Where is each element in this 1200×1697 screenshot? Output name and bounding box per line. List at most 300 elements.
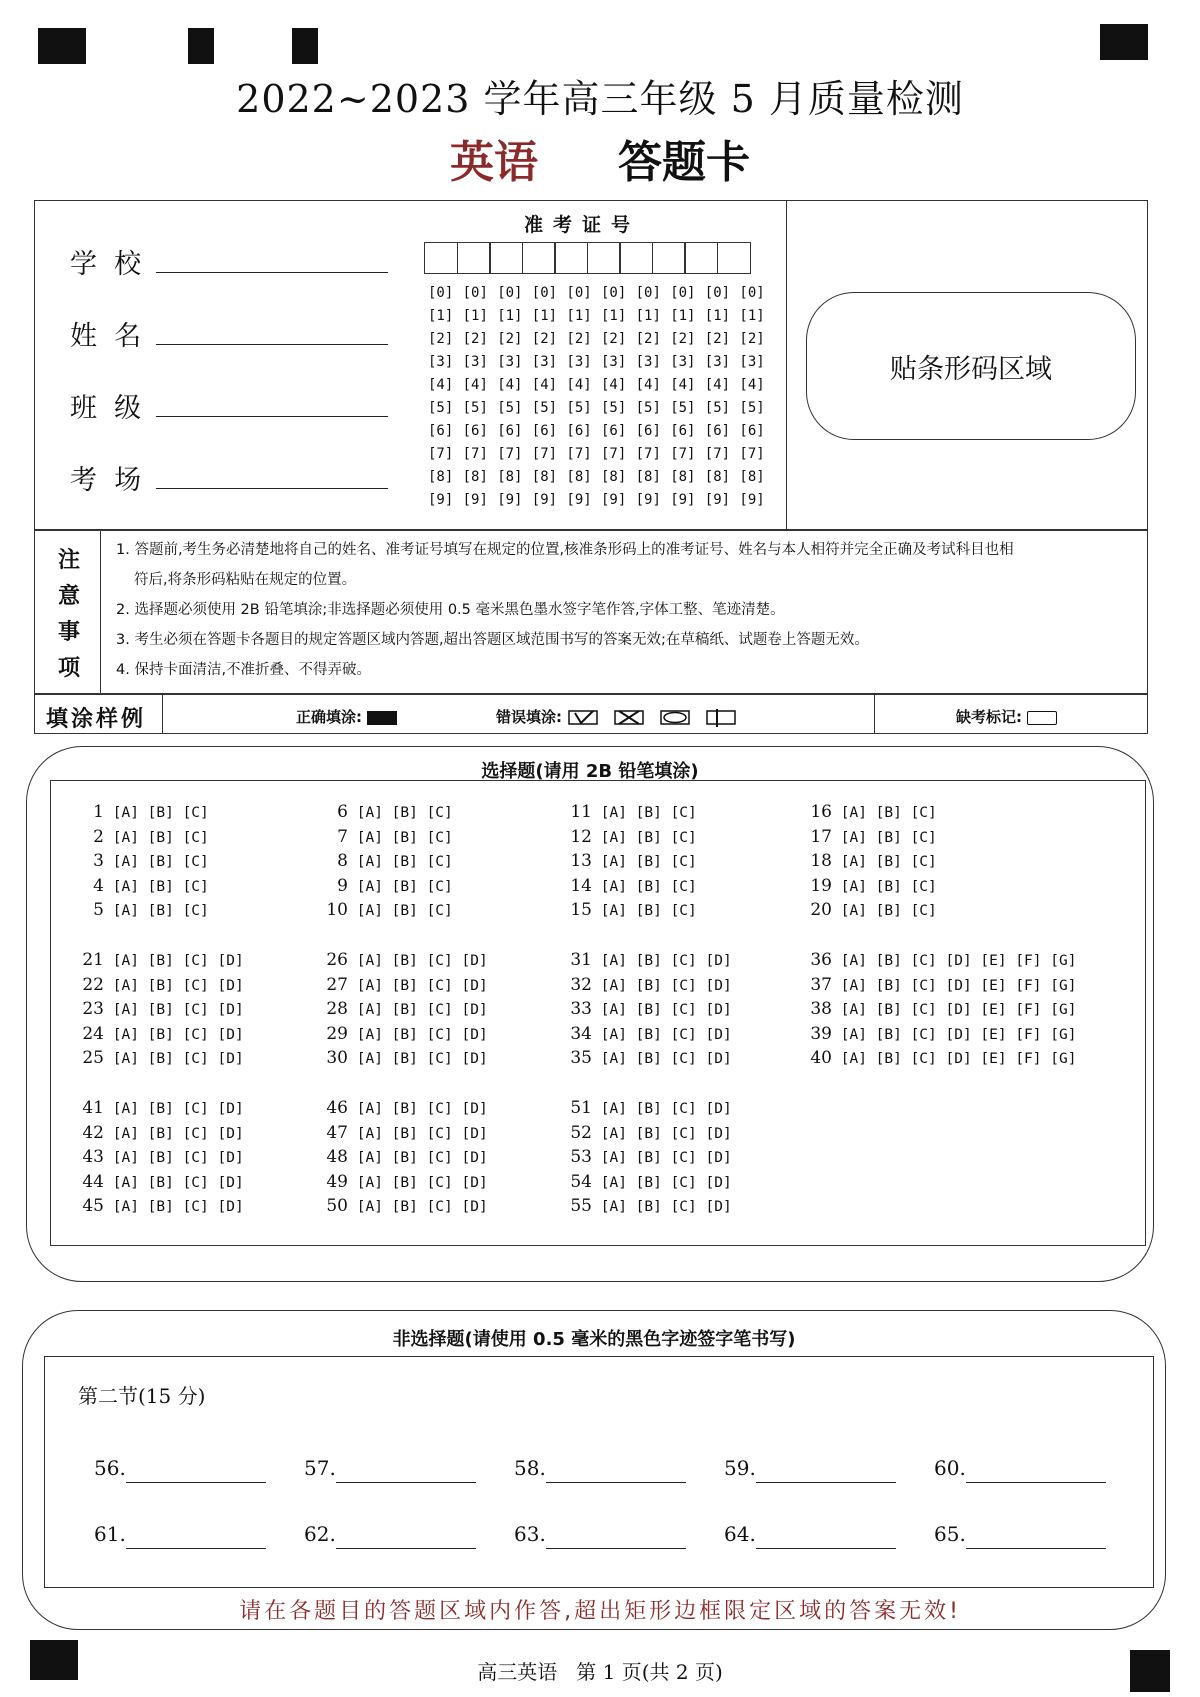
digit-bubble[interactable]: [7] — [566, 446, 592, 462]
digit-bubble[interactable]: [6] — [462, 423, 488, 439]
digit-bubble[interactable]: [0] — [635, 285, 661, 301]
option-bubbles[interactable]: [A] [B] [C] — [832, 805, 937, 821]
digit-bubble[interactable]: [7] — [670, 446, 696, 462]
digit-bubble[interactable]: [9] — [704, 492, 731, 508]
choice-question[interactable] — [566, 1145, 732, 1169]
question-number: 17 — [810, 826, 832, 847]
digit-bubble[interactable]: [6] — [670, 423, 696, 439]
choice-question[interactable] — [806, 800, 937, 824]
notice-item: 3. 考生必须在答题卡各题目的规定答题区域内答题,超出答题区域范围书写的答案无效;在草稿纸、试题卷上答题无效。 — [116, 632, 869, 648]
digit-bubble[interactable]: [3] — [566, 354, 592, 370]
question-number: 5 — [93, 900, 104, 920]
choice-question[interactable] — [78, 825, 209, 849]
fill-in-number: 64. — [724, 1522, 756, 1546]
sample-divider — [162, 694, 163, 734]
choice-question[interactable] — [806, 874, 937, 898]
option-bubbles[interactable]: [A] [B] [C] — [104, 854, 209, 870]
digit-bubble[interactable]: [6] — [739, 423, 765, 439]
option-bubbles[interactable]: [A] [B] [C] — [592, 903, 697, 919]
choice-question[interactable] — [566, 1022, 732, 1046]
choice-question[interactable] — [78, 1096, 244, 1120]
exam-room-field[interactable] — [156, 488, 388, 489]
digit-bubble[interactable]: [9] — [601, 492, 627, 508]
question-number: 36 — [810, 950, 832, 970]
option-bubbles[interactable]: [A] [B] [C] — [348, 829, 453, 846]
option-bubbles[interactable]: [A] [B] [C] [D] — [592, 1051, 732, 1067]
option-bubbles[interactable]: [A] [B] [C] [D] — [592, 1174, 732, 1191]
digit-bubble[interactable]: [0] — [704, 285, 731, 301]
choice-question[interactable] — [78, 800, 209, 824]
digit-bubble[interactable]: [8] — [497, 469, 523, 485]
choice-question[interactable] — [322, 1046, 488, 1070]
option-bubbles[interactable]: [A] [B] [C] — [592, 854, 697, 870]
choice-question[interactable] — [806, 825, 937, 849]
choice-question[interactable] — [322, 1121, 488, 1145]
option-bubbles[interactable]: [A] [B] [C] [D] — [104, 977, 244, 994]
name-label: 姓 名 — [70, 321, 142, 352]
digit-bubble[interactable]: [7] — [739, 446, 765, 462]
option-bubbles[interactable]: [A] [B] [C] [D] — [104, 953, 244, 969]
question-number: 33 — [570, 999, 592, 1019]
option-bubbles[interactable]: [A] [B] [C] — [832, 829, 937, 846]
choice-question[interactable] — [566, 948, 732, 972]
fill-in-blank[interactable] — [966, 1548, 1106, 1549]
digit-bubble[interactable]: [6] — [566, 423, 592, 439]
option-bubbles[interactable]: [A] [B] [C] [D] — [592, 1125, 732, 1142]
choice-question[interactable] — [566, 898, 697, 922]
digit-bubble[interactable]: [5] — [497, 400, 523, 416]
choice-question[interactable] — [322, 1096, 488, 1120]
choice-question[interactable] — [566, 1046, 732, 1070]
digit-bubble[interactable]: [8] — [531, 469, 558, 485]
name-field[interactable] — [156, 344, 388, 345]
digit-bubble[interactable]: [3] — [601, 354, 627, 370]
digit-bubble[interactable]: [9] — [531, 492, 558, 508]
option-bubbles[interactable]: [A] [B] [C] [D] — [104, 1051, 244, 1067]
option-bubbles[interactable]: [A] [B] [C] [D] — [592, 977, 732, 994]
digit-bubble[interactable]: [1] — [462, 308, 488, 324]
option-bubbles[interactable]: [A] [B] [C] — [104, 829, 209, 846]
admission-digit-cell[interactable] — [619, 242, 653, 274]
choice-question[interactable] — [806, 973, 1076, 997]
admission-digit-cell[interactable] — [717, 242, 751, 274]
question-number: 26 — [326, 950, 348, 970]
choice-question[interactable] — [566, 973, 732, 997]
subject-name: 英语 — [450, 137, 538, 188]
digit-bubble[interactable]: [7] — [497, 446, 523, 462]
digit-bubble[interactable]: [8] — [635, 469, 661, 485]
choice-question[interactable] — [78, 948, 244, 972]
timing-mark — [188, 28, 214, 64]
digit-bubble[interactable]: [6] — [531, 423, 558, 439]
question-number: 8 — [337, 851, 348, 871]
digit-bubble[interactable]: [3] — [704, 354, 731, 370]
digit-bubble[interactable]: [8] — [601, 469, 627, 485]
choice-question[interactable] — [566, 800, 697, 824]
choice-question[interactable] — [322, 874, 453, 898]
fill-in-number: 63. — [514, 1522, 546, 1546]
digit-bubble[interactable]: [5] — [601, 400, 627, 416]
option-bubbles[interactable]: [A] [B] [C] [D] — [104, 1174, 244, 1191]
option-bubbles[interactable]: [A] [B] [C] [D] — [104, 1125, 244, 1142]
choice-question[interactable] — [78, 849, 209, 873]
choice-question[interactable] — [78, 1194, 244, 1218]
option-bubbles[interactable]: [A] [B] [C] [D] — [348, 1101, 488, 1117]
absent-mark-box[interactable] — [1027, 711, 1057, 725]
question-number: 49 — [326, 1171, 348, 1192]
question-number: 52 — [570, 1122, 592, 1143]
admission-digit-cell[interactable] — [652, 242, 686, 274]
digit-bubble[interactable]: [5] — [635, 400, 661, 416]
option-bubbles[interactable]: [A] [B] [C] [D] — [348, 1174, 488, 1191]
notice-heading-char: 项 — [57, 655, 80, 681]
digit-bubble[interactable]: [3] — [670, 354, 696, 370]
choice-question[interactable] — [78, 1170, 244, 1194]
fill-in-blank[interactable] — [546, 1548, 686, 1549]
digit-bubble[interactable]: [0] — [739, 285, 765, 301]
choice-question[interactable] — [78, 973, 244, 997]
wrong-fill-sample — [496, 706, 737, 727]
option-bubbles[interactable]: [A] [B] [C] — [104, 805, 209, 821]
question-number: 28 — [326, 999, 348, 1019]
admission-digit-cell[interactable] — [554, 242, 588, 274]
choice-question[interactable] — [806, 898, 937, 922]
digit-bubble[interactable]: [5] — [670, 400, 696, 416]
option-bubbles[interactable]: [A] [B] [C] [D] — [348, 1002, 488, 1018]
digit-bubble[interactable]: [1] — [601, 308, 627, 324]
digit-bubble[interactable]: [9] — [670, 492, 696, 508]
choice-question[interactable] — [78, 1121, 244, 1145]
digit-bubble[interactable]: [6] — [704, 423, 731, 439]
choice-question[interactable] — [322, 849, 453, 873]
filled-bubble-icon — [367, 711, 397, 725]
choice-section-title: 选择题(请用 2B 铅笔填涂) — [481, 761, 699, 782]
question-number: 6 — [337, 802, 348, 822]
digit-bubble[interactable]: [4] — [670, 377, 696, 393]
choice-question[interactable] — [566, 849, 697, 873]
option-bubbles[interactable]: [A] [B] [C] [D] [E] [F] [G] — [832, 1026, 1077, 1043]
question-number: 27 — [326, 974, 348, 995]
admission-number-grid[interactable] — [424, 242, 749, 274]
option-bubbles[interactable]: [A] [B] [C] [D] [E] [F] [G] — [832, 1051, 1077, 1067]
digit-bubble[interactable]: [4] — [497, 377, 523, 393]
option-bubbles[interactable]: [A] [B] [C] [D] — [104, 1150, 244, 1166]
choice-question[interactable] — [566, 1170, 732, 1194]
digit-bubble[interactable]: [1] — [566, 308, 592, 324]
notice-item: 2. 选择题必须使用 2B 铅笔填涂;非选择题必须使用 0.5 毫米黑色墨水签字笔作答,字体工整、笔迹清楚。 — [116, 602, 785, 618]
digit-bubble[interactable]: [0] — [566, 285, 592, 301]
choice-question[interactable] — [78, 1022, 244, 1046]
digit-bubble[interactable]: [2] — [462, 331, 488, 347]
question-number: 24 — [82, 1023, 104, 1044]
notice-divider — [100, 530, 101, 694]
option-bubbles[interactable]: [A] [B] [C] [D] — [104, 1002, 244, 1018]
admission-digit-cell[interactable] — [424, 242, 458, 274]
choice-question[interactable] — [322, 825, 453, 849]
option-bubbles[interactable]: [A] [B] [C] — [832, 878, 937, 895]
question-number: 38 — [810, 999, 832, 1019]
question-number: 23 — [82, 999, 104, 1019]
choice-question[interactable] — [806, 948, 1076, 972]
option-bubbles[interactable]: [A] [B] [C] [D] — [348, 1150, 488, 1166]
fill-in-blank[interactable] — [336, 1548, 476, 1549]
digit-bubble[interactable]: [2] — [739, 331, 765, 347]
admission-digit-cell[interactable] — [684, 242, 718, 274]
admission-digit-column — [566, 282, 591, 512]
question-number: 2 — [93, 826, 104, 847]
question-number: 7 — [337, 826, 348, 847]
option-bubbles[interactable]: [A] [B] [C] [D] — [592, 1199, 732, 1215]
option-bubbles[interactable]: [A] [B] [C] [D] — [104, 1199, 244, 1215]
option-bubbles[interactable]: [A] [B] [C] — [104, 903, 209, 919]
option-bubbles[interactable]: [A] [B] [C] — [348, 903, 453, 919]
digit-bubble[interactable]: [6] — [428, 423, 454, 439]
question-number: 44 — [82, 1171, 104, 1192]
page-footer: 高三英语 第 1 页(共 2 页) — [477, 1660, 723, 1684]
digit-bubble[interactable]: [5] — [739, 400, 765, 416]
digit-bubble[interactable]: [3] — [531, 354, 558, 370]
digit-bubble[interactable]: [5] — [462, 400, 488, 416]
digit-bubble[interactable]: [1] — [739, 308, 765, 324]
digit-bubble[interactable]: [3] — [739, 354, 765, 370]
admission-digit-cell[interactable] — [522, 242, 556, 274]
digit-bubble[interactable]: [1] — [670, 308, 696, 324]
digit-bubble[interactable]: [8] — [462, 469, 488, 485]
choice-question[interactable] — [322, 800, 453, 824]
question-number: 4 — [93, 875, 104, 896]
question-number: 12 — [570, 826, 592, 847]
question-number: 25 — [82, 1048, 104, 1068]
fill-in-blank[interactable] — [126, 1548, 266, 1549]
notice-item: 符后,将条形码粘贴在规定的位置。 — [134, 572, 357, 588]
choice-question[interactable] — [806, 849, 937, 873]
fill-in-blank[interactable] — [756, 1482, 896, 1483]
card-name: 答题卡 — [618, 137, 750, 188]
digit-bubble[interactable]: [8] — [670, 469, 696, 485]
option-bubbles[interactable]: [A] [B] [C] — [592, 805, 697, 821]
school-field[interactable] — [156, 272, 388, 273]
admission-digit-cell[interactable] — [489, 242, 523, 274]
choice-question[interactable] — [322, 1170, 488, 1194]
question-number: 48 — [326, 1147, 348, 1167]
digit-bubble[interactable]: [9] — [428, 492, 454, 508]
digit-bubble[interactable]: [3] — [428, 354, 454, 370]
correct-fill-sample — [296, 706, 397, 727]
option-bubbles[interactable]: [A] [B] [C] [D] [E] [F] [G] — [832, 977, 1077, 994]
digit-bubble[interactable]: [8] — [739, 469, 765, 485]
digit-bubble[interactable]: [6] — [601, 423, 627, 439]
digit-bubble[interactable]: [2] — [601, 331, 627, 347]
option-bubbles[interactable]: [A] [B] [C] [D] [E] [F] [G] — [832, 1002, 1077, 1018]
digit-bubble[interactable]: [4] — [462, 377, 488, 393]
option-bubbles[interactable]: [A] [B] [C] [D] — [348, 1051, 488, 1067]
digit-bubble[interactable]: [2] — [635, 331, 661, 347]
absent-mark-label: 缺考标记: — [956, 708, 1022, 726]
option-bubbles[interactable]: [A] [B] [C] [D] — [348, 1125, 488, 1142]
digit-bubble[interactable]: [1] — [531, 308, 558, 324]
fill-in-blank[interactable] — [546, 1482, 686, 1483]
choice-question[interactable] — [78, 874, 209, 898]
option-bubbles[interactable]: [A] [B] [C] — [832, 903, 937, 919]
fill-in-number: 59. — [724, 1456, 756, 1480]
digit-bubble[interactable]: [7] — [462, 446, 488, 462]
digit-bubble[interactable]: [3] — [635, 354, 661, 370]
admission-digit-column — [463, 282, 488, 512]
option-bubbles[interactable]: [A] [B] [C] — [348, 805, 453, 821]
digit-bubble[interactable]: [5] — [428, 400, 454, 416]
digit-bubble[interactable]: [2] — [670, 331, 696, 347]
exam-room-label: 考 场 — [70, 465, 142, 496]
question-number: 53 — [570, 1147, 592, 1167]
question-number: 15 — [570, 900, 592, 920]
digit-bubble[interactable]: [5] — [531, 400, 558, 416]
digit-bubble[interactable]: [0] — [497, 285, 523, 301]
option-bubbles[interactable]: [A] [B] [C] [D] — [592, 1026, 732, 1043]
fill-in-blank[interactable] — [336, 1482, 476, 1483]
digit-bubble[interactable]: [0] — [428, 285, 454, 301]
digit-bubble[interactable]: [3] — [497, 354, 523, 370]
choice-question[interactable] — [78, 997, 244, 1021]
admission-digit-column — [601, 282, 626, 512]
digit-bubble[interactable]: [0] — [601, 285, 627, 301]
fill-in-number: 62. — [304, 1522, 336, 1546]
option-bubbles[interactable]: [A] [B] [C] [D] — [348, 977, 488, 994]
choice-question[interactable] — [322, 898, 453, 922]
digit-bubble[interactable]: [0] — [462, 285, 488, 301]
option-bubbles[interactable]: [A] [B] [C] — [348, 878, 453, 895]
digit-bubble[interactable]: [1] — [497, 308, 523, 324]
choice-question[interactable] — [566, 997, 732, 1021]
digit-bubble[interactable]: [5] — [704, 400, 731, 416]
option-bubbles[interactable]: [A] [B] [C] — [592, 829, 697, 846]
question-number: 41 — [82, 1098, 104, 1118]
question-number: 47 — [326, 1122, 348, 1143]
digit-bubble[interactable]: [8] — [566, 469, 592, 485]
digit-bubble[interactable]: [4] — [531, 377, 558, 393]
option-bubbles[interactable]: [A] [B] [C] — [104, 878, 209, 895]
digit-bubble[interactable]: [4] — [428, 377, 454, 393]
class-field[interactable] — [156, 416, 388, 417]
option-bubbles[interactable]: [A] [B] [C] — [592, 878, 697, 895]
option-bubbles[interactable]: [A] [B] [C] [D] — [592, 1150, 732, 1166]
question-number: 32 — [570, 974, 592, 995]
choice-question[interactable] — [566, 1194, 732, 1218]
option-bubbles[interactable]: [A] [B] [C] [D] [E] [F] [G] — [832, 953, 1077, 969]
admission-digit-cell[interactable] — [587, 242, 621, 274]
digit-bubble[interactable]: [8] — [704, 469, 731, 485]
option-bubbles[interactable]: [A] [B] [C] — [348, 854, 453, 870]
digit-bubble[interactable]: [6] — [635, 423, 661, 439]
option-bubbles[interactable]: [A] [B] [C] [D] — [592, 1101, 732, 1117]
question-number: 21 — [82, 950, 104, 970]
choice-question[interactable] — [322, 997, 488, 1021]
question-number: 20 — [810, 900, 832, 920]
digit-bubble[interactable]: [1] — [428, 308, 454, 324]
admission-number-title: 准考证号 — [524, 214, 641, 236]
choice-question[interactable] — [566, 1121, 732, 1145]
digit-bubble[interactable]: [7] — [635, 446, 661, 462]
choice-question[interactable] — [566, 874, 697, 898]
digit-bubble[interactable]: [2] — [497, 331, 523, 347]
digit-bubble[interactable]: [9] — [497, 492, 523, 508]
option-bubbles[interactable]: [A] [B] [C] [D] — [348, 1026, 488, 1043]
digit-bubble[interactable]: [0] — [531, 285, 558, 301]
digit-bubble[interactable]: [9] — [462, 492, 488, 508]
choice-question[interactable] — [322, 948, 488, 972]
option-bubbles[interactable]: [A] [B] [C] [D] — [104, 1026, 244, 1043]
fill-in-blank[interactable] — [966, 1482, 1106, 1483]
digit-bubble[interactable]: [2] — [704, 331, 731, 347]
digit-bubble[interactable]: [4] — [601, 377, 627, 393]
page-title: 2022~2023 学年高三年级 5 月质量检测 — [236, 77, 964, 121]
choice-question[interactable] — [78, 898, 209, 922]
option-bubbles[interactable]: [A] [B] [C] [D] — [348, 1199, 488, 1215]
digit-bubble[interactable]: [7] — [704, 446, 731, 462]
admission-digit-cell[interactable] — [457, 242, 491, 274]
question-number: 35 — [570, 1048, 592, 1068]
fill-in-blank[interactable] — [756, 1548, 896, 1549]
digit-bubble[interactable]: [7] — [428, 446, 454, 462]
option-bubbles[interactable]: [A] [B] [C] [D] — [348, 953, 488, 969]
question-number: 18 — [810, 851, 832, 871]
digit-bubble[interactable]: [1] — [704, 308, 731, 324]
digit-bubble[interactable]: [5] — [566, 400, 592, 416]
admission-digit-column — [636, 282, 661, 512]
digit-bubble[interactable]: [9] — [635, 492, 661, 508]
digit-bubble[interactable]: [2] — [531, 331, 558, 347]
digit-bubble[interactable]: [3] — [462, 354, 488, 370]
option-bubbles[interactable]: [A] [B] [C] [D] — [104, 1101, 244, 1117]
choice-question[interactable] — [322, 1194, 488, 1218]
admission-digit-column — [497, 282, 522, 512]
question-number: 16 — [810, 802, 832, 822]
digit-bubble[interactable]: [8] — [428, 469, 454, 485]
digit-bubble[interactable]: [7] — [531, 446, 558, 462]
digit-bubble[interactable]: [4] — [566, 377, 592, 393]
question-number: 10 — [326, 900, 348, 920]
choice-question[interactable] — [322, 973, 488, 997]
fill-in-blank[interactable] — [126, 1482, 266, 1483]
digit-bubble[interactable]: [2] — [566, 331, 592, 347]
digit-bubble[interactable]: [4] — [704, 377, 731, 393]
digit-bubble[interactable]: [4] — [635, 377, 661, 393]
question-number: 13 — [570, 851, 592, 871]
choice-question[interactable] — [566, 1096, 732, 1120]
choice-question[interactable] — [78, 1046, 244, 1070]
admission-digit-column — [705, 282, 730, 512]
digit-bubble[interactable]: [2] — [428, 331, 454, 347]
digit-bubble[interactable]: [9] — [566, 492, 592, 508]
question-number: 55 — [570, 1196, 592, 1216]
choice-question[interactable] — [322, 1145, 488, 1169]
option-bubbles[interactable]: [A] [B] [C] [D] — [592, 1002, 732, 1018]
question-number: 29 — [326, 1023, 348, 1044]
digit-bubble[interactable]: [7] — [601, 446, 627, 462]
choice-question[interactable] — [78, 1145, 244, 1169]
option-bubbles[interactable]: [A] [B] [C] — [832, 854, 937, 870]
choice-question[interactable] — [566, 825, 697, 849]
choice-question[interactable] — [322, 1022, 488, 1046]
digit-bubble[interactable]: [6] — [497, 423, 523, 439]
choice-question[interactable] — [806, 997, 1076, 1021]
digit-bubble[interactable]: [4] — [739, 377, 765, 393]
choice-question[interactable] — [806, 1046, 1076, 1070]
digit-bubble[interactable]: [1] — [635, 308, 661, 324]
digit-bubble[interactable]: [9] — [739, 492, 765, 508]
option-bubbles[interactable]: [A] [B] [C] [D] — [592, 953, 732, 969]
digit-bubble[interactable]: [0] — [670, 285, 696, 301]
choice-question[interactable] — [806, 1022, 1076, 1046]
